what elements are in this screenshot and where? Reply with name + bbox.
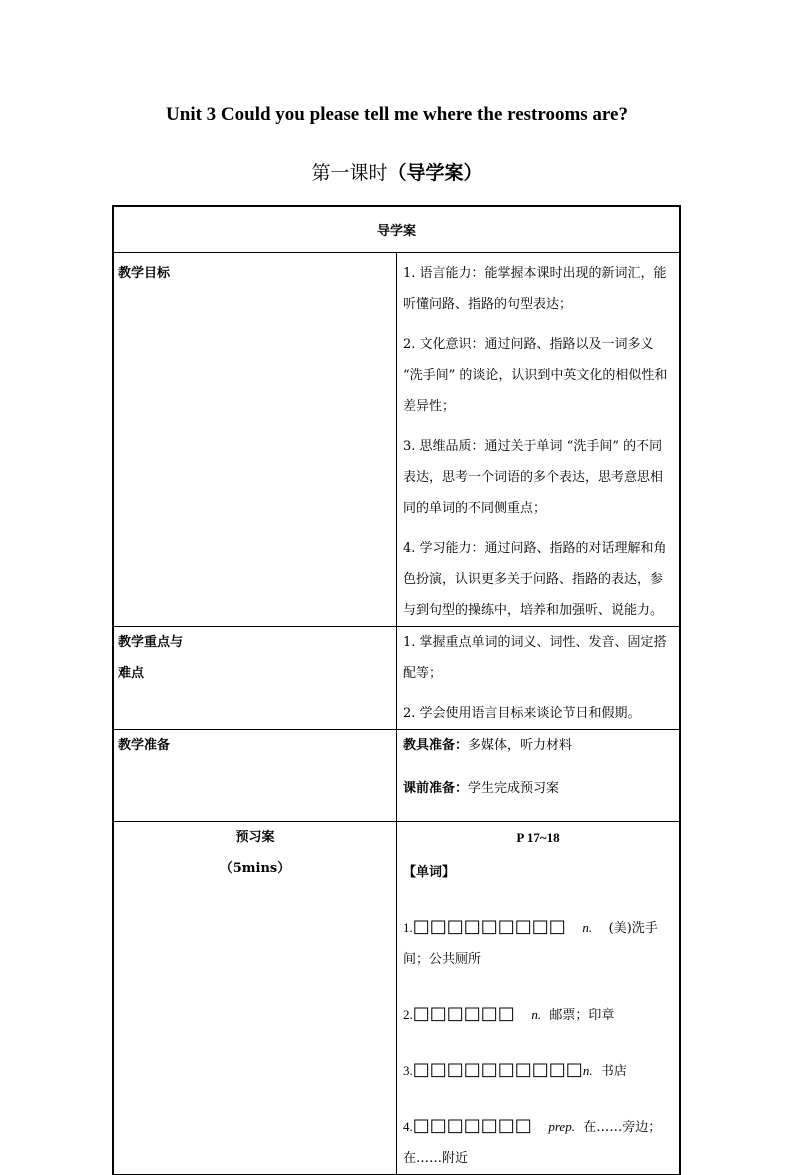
preparation-label: 教学准备 — [113, 730, 397, 822]
vocab-item: 1.□□□□□□□□□ n. (美)洗手间；公共厕所 — [403, 916, 658, 967]
page-range: P 17~18 — [516, 830, 560, 845]
goals-content — [397, 253, 681, 627]
table-row-key-points — [113, 627, 680, 730]
key-point-item: 2. 学会使用语言目标来谈论节日和假期。 — [403, 706, 641, 721]
document-title: Unit 3 Could you please tell me where the restrooms are? — [166, 104, 628, 125]
blank-boxes: □□□□□□□□□ — [412, 916, 566, 937]
table-row-preview — [113, 822, 680, 1175]
goal-item: 1. 语言能力：能掌握本课时出现的新词汇，能听懂问路、指路的句型表达； — [403, 266, 667, 312]
subtitle-type: （导学案） — [387, 162, 483, 184]
lesson-subtitle — [0, 158, 794, 185]
vocab-section-title: 【单词】 — [403, 865, 456, 880]
blank-boxes: □□□□□□□□□□ — [412, 1059, 583, 1080]
vocab-item: 3.□□□□□□□□□□n. 书店 — [403, 1059, 627, 1080]
goal-item: 3. 思维品质：通过关于单词 “洗手间” 的不同表达，思考一个词语的多个表达，思考意思相同的单词的不同侧重点； — [403, 439, 664, 516]
table-header: 导学案 — [113, 206, 680, 253]
blank-boxes: □□□□□□□ — [412, 1115, 532, 1136]
preview-content — [397, 822, 681, 1175]
key-points-label: 教学重点与 难点 — [113, 627, 397, 730]
lesson-plan-table — [112, 205, 681, 1175]
vocab-item: 4.□□□□□□□ prep. 在……旁边；在……附近 — [403, 1115, 662, 1166]
vocab-item: 2.□□□□□□ n. 邮票；印章 — [403, 1003, 615, 1024]
prep-item: 课前准备：学生完成预习案 — [403, 781, 560, 796]
goals-label: 教学目标 — [113, 253, 397, 627]
goal-item: 2. 文化意识：通过问路、指路以及一词多义 “洗手间” 的谈论，认识到中英文化的相似性和差异性； — [403, 337, 668, 414]
blank-boxes: □□□□□□ — [412, 1003, 515, 1024]
table-header-row — [113, 206, 680, 253]
preparation-content — [397, 730, 681, 822]
table-row-goals — [113, 253, 680, 627]
goal-item: 4. 学习能力：通过问路、指路的对话理解和角色扮演，认识更多关于问路、指路的表达，参与到句型的操练中，培养和加强听、说能力。 — [403, 541, 667, 618]
key-point-item: 1. 掌握重点单词的词义、词性、发音、固定搭配等； — [403, 635, 667, 681]
key-points-content — [397, 627, 681, 730]
table-row-preparation — [113, 730, 680, 822]
prep-item: 教具准备：多媒体，听力材料 — [403, 738, 573, 753]
subtitle-lesson: 第一课时 — [311, 162, 388, 184]
preview-label: 预习案 （5mins） — [113, 822, 397, 1175]
